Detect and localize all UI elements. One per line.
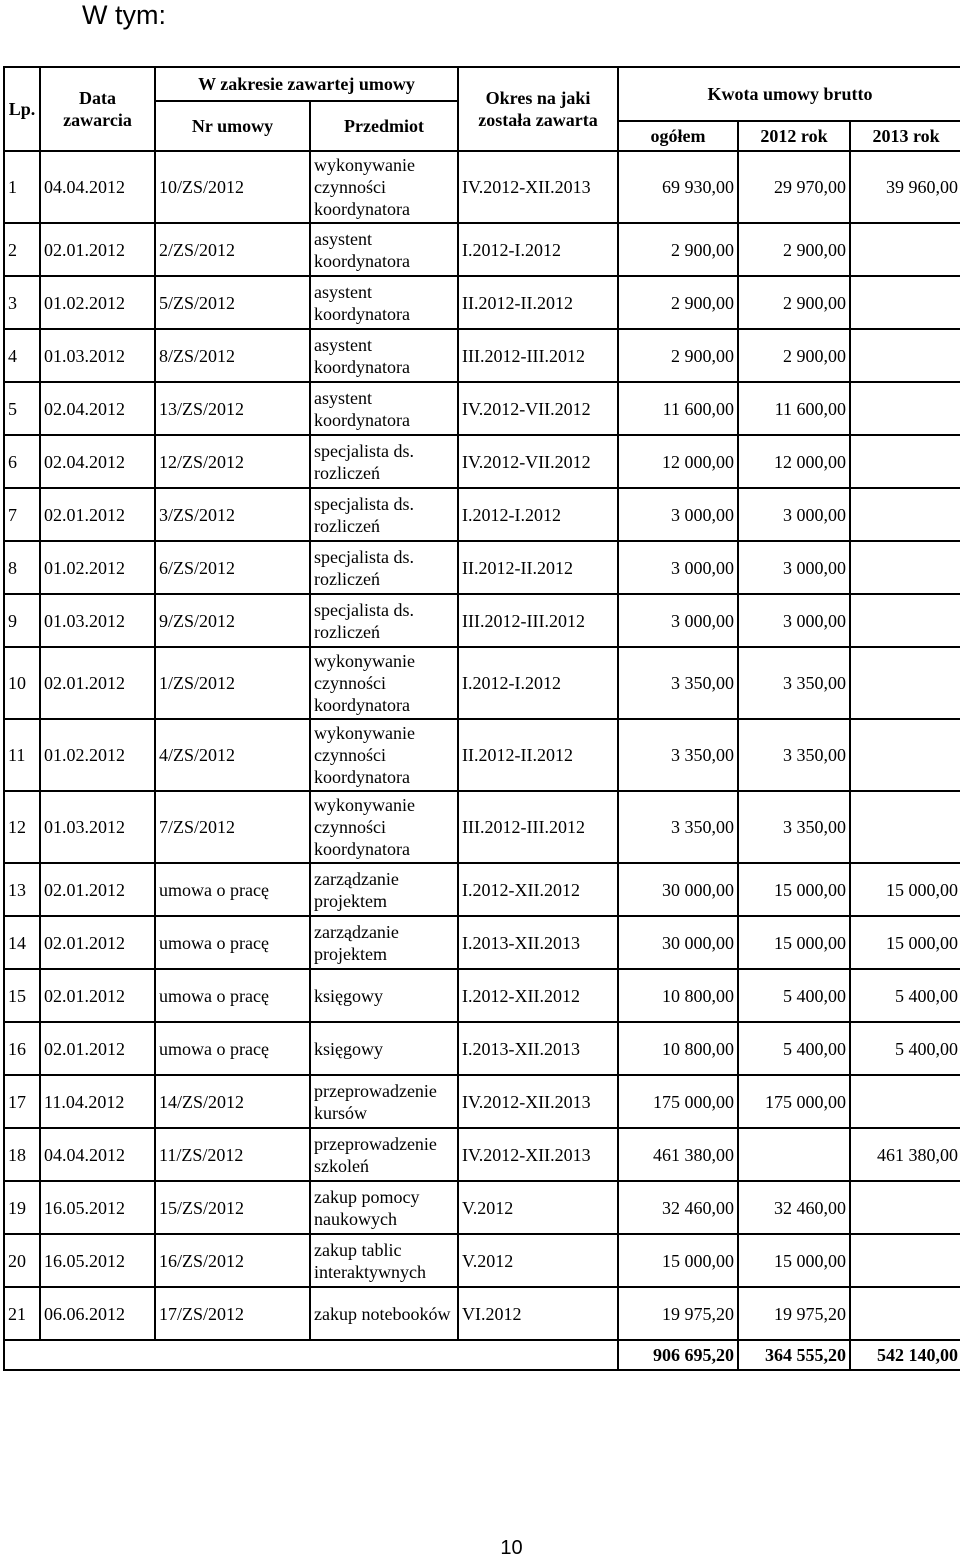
cell-lp: 1 [4, 151, 40, 223]
cell-ogolem: 3 000,00 [618, 541, 738, 594]
cell-lp: 19 [4, 1181, 40, 1234]
cell-data-zawarcia: 02.04.2012 [40, 382, 155, 435]
cell-ogolem: 30 000,00 [618, 916, 738, 969]
cell-nr-umowy: 17/ZS/2012 [155, 1287, 310, 1340]
table-row [4, 594, 960, 647]
cell-ogolem: 2 900,00 [618, 329, 738, 382]
cell-2012: 3 000,00 [738, 541, 850, 594]
cell-lp: 10 [4, 647, 40, 719]
cell-nr-umowy: 2/ZS/2012 [155, 223, 310, 276]
page-heading: W tym: [82, 0, 166, 30]
page-number: 10 [500, 1537, 523, 1559]
cell-przedmiot: przeprowadzenie kursów [310, 1075, 458, 1128]
header-nr-umowy: Nr umowy [155, 101, 310, 151]
cell-nr-umowy: 12/ZS/2012 [155, 435, 310, 488]
cell-ogolem: 30 000,00 [618, 863, 738, 916]
cell-lp: 11 [4, 719, 40, 791]
cell-2013 [850, 223, 960, 276]
cell-2012: 3 350,00 [738, 791, 850, 863]
cell-przedmiot: zakup notebooków [310, 1287, 458, 1340]
cell-2012: 15 000,00 [738, 863, 850, 916]
cell-2013 [850, 1075, 960, 1128]
cell-ogolem: 10 800,00 [618, 969, 738, 1022]
cell-okres: II.2012-II.2012 [458, 276, 618, 329]
cell-okres: III.2012-III.2012 [458, 594, 618, 647]
cell-lp: 13 [4, 863, 40, 916]
cell-2013 [850, 1287, 960, 1340]
cell-przedmiot: księgowy [310, 1022, 458, 1075]
contracts-table [3, 66, 960, 1371]
cell-2013 [850, 1234, 960, 1287]
cell-przedmiot: zakup tablic interaktywnych [310, 1234, 458, 1287]
cell-okres: I.2012-XII.2012 [458, 863, 618, 916]
cell-lp: 16 [4, 1022, 40, 1075]
cell-nr-umowy: 4/ZS/2012 [155, 719, 310, 791]
header-kwota: Kwota umowy brutto [618, 67, 960, 121]
table-row [4, 719, 960, 791]
cell-ogolem: 15 000,00 [618, 1234, 738, 1287]
cell-data-zawarcia: 01.02.2012 [40, 541, 155, 594]
table-row [4, 541, 960, 594]
table-row [4, 1234, 960, 1287]
cell-okres: I.2012-XII.2012 [458, 969, 618, 1022]
cell-ogolem: 12 000,00 [618, 435, 738, 488]
cell-ogolem: 2 900,00 [618, 223, 738, 276]
cell-2013 [850, 594, 960, 647]
table-row [4, 1128, 960, 1181]
cell-2013: 461 380,00 [850, 1128, 960, 1181]
cell-przedmiot: wykonywanie czynności koordynatora [310, 791, 458, 863]
table-row [4, 916, 960, 969]
cell-ogolem: 69 930,00 [618, 151, 738, 223]
cell-nr-umowy: 16/ZS/2012 [155, 1234, 310, 1287]
cell-ogolem: 11 600,00 [618, 382, 738, 435]
cell-2013: 5 400,00 [850, 1022, 960, 1075]
cell-lp: 6 [4, 435, 40, 488]
cell-przedmiot: zarządzanie projektem [310, 863, 458, 916]
cell-2012: 3 350,00 [738, 719, 850, 791]
cell-2012: 5 400,00 [738, 969, 850, 1022]
cell-2012: 12 000,00 [738, 435, 850, 488]
cell-nr-umowy: 7/ZS/2012 [155, 791, 310, 863]
cell-nr-umowy: umowa o pracę [155, 863, 310, 916]
cell-data-zawarcia: 04.04.2012 [40, 151, 155, 223]
cell-okres: IV.2012-VII.2012 [458, 382, 618, 435]
cell-data-zawarcia: 02.01.2012 [40, 647, 155, 719]
table-row [4, 863, 960, 916]
header-okres: Okres na jaki została zawarta [458, 67, 618, 151]
cell-okres: V.2012 [458, 1234, 618, 1287]
cell-ogolem: 3 000,00 [618, 594, 738, 647]
table-row [4, 329, 960, 382]
cell-okres: IV.2012-VII.2012 [458, 435, 618, 488]
cell-przedmiot: specjalista ds. rozliczeń [310, 435, 458, 488]
cell-data-zawarcia: 02.01.2012 [40, 223, 155, 276]
cell-przedmiot: wykonywanie czynności koordynatora [310, 151, 458, 223]
cell-2013 [850, 382, 960, 435]
total-2013: 542 140,00 [850, 1340, 960, 1370]
cell-lp: 18 [4, 1128, 40, 1181]
cell-lp: 12 [4, 791, 40, 863]
header-2013: 2013 rok [850, 121, 960, 151]
cell-okres: IV.2012-XII.2013 [458, 1075, 618, 1128]
cell-data-zawarcia: 01.03.2012 [40, 791, 155, 863]
header-2012: 2012 rok [738, 121, 850, 151]
cell-ogolem: 3 350,00 [618, 647, 738, 719]
cell-data-zawarcia: 02.01.2012 [40, 969, 155, 1022]
cell-ogolem: 3 350,00 [618, 719, 738, 791]
cell-ogolem: 32 460,00 [618, 1181, 738, 1234]
cell-ogolem: 2 900,00 [618, 276, 738, 329]
table-row [4, 435, 960, 488]
cell-okres: IV.2012-XII.2013 [458, 151, 618, 223]
table-row [4, 969, 960, 1022]
cell-data-zawarcia: 02.01.2012 [40, 1022, 155, 1075]
cell-2013: 39 960,00 [850, 151, 960, 223]
table-row [4, 1075, 960, 1128]
cell-data-zawarcia: 01.02.2012 [40, 276, 155, 329]
header-ogolem: ogółem [618, 121, 738, 151]
cell-2013 [850, 435, 960, 488]
header-data-zawarcia: Data zawarcia [40, 67, 155, 151]
cell-lp: 5 [4, 382, 40, 435]
cell-2012: 3 350,00 [738, 647, 850, 719]
cell-przedmiot: specjalista ds. rozliczeń [310, 488, 458, 541]
cell-data-zawarcia: 16.05.2012 [40, 1234, 155, 1287]
cell-data-zawarcia: 02.01.2012 [40, 863, 155, 916]
cell-lp: 17 [4, 1075, 40, 1128]
cell-2012: 19 975,20 [738, 1287, 850, 1340]
cell-nr-umowy: 9/ZS/2012 [155, 594, 310, 647]
cell-nr-umowy: 10/ZS/2012 [155, 151, 310, 223]
table-row [4, 151, 960, 223]
table-row [4, 647, 960, 719]
header-zakres: W zakresie zawartej umowy [155, 67, 458, 101]
cell-lp: 14 [4, 916, 40, 969]
table-row [4, 382, 960, 435]
cell-2012: 15 000,00 [738, 916, 850, 969]
cell-przedmiot: asystent koordynatora [310, 223, 458, 276]
cell-2013 [850, 1181, 960, 1234]
cell-przedmiot: przeprowadzenie szkoleń [310, 1128, 458, 1181]
cell-ogolem: 10 800,00 [618, 1022, 738, 1075]
cell-2013: 15 000,00 [850, 916, 960, 969]
cell-2012: 175 000,00 [738, 1075, 850, 1128]
cell-przedmiot: specjalista ds. rozliczeń [310, 594, 458, 647]
cell-okres: VI.2012 [458, 1287, 618, 1340]
cell-2012: 3 000,00 [738, 594, 850, 647]
cell-2013 [850, 791, 960, 863]
cell-nr-umowy: 5/ZS/2012 [155, 276, 310, 329]
cell-2013 [850, 541, 960, 594]
cell-nr-umowy: umowa o pracę [155, 1022, 310, 1075]
cell-nr-umowy: umowa o pracę [155, 969, 310, 1022]
cell-przedmiot: asystent koordynatora [310, 329, 458, 382]
cell-2012 [738, 1128, 850, 1181]
cell-2013 [850, 719, 960, 791]
cell-data-zawarcia: 16.05.2012 [40, 1181, 155, 1234]
cell-przedmiot: zarządzanie projektem [310, 916, 458, 969]
cell-nr-umowy: 15/ZS/2012 [155, 1181, 310, 1234]
cell-2013: 5 400,00 [850, 969, 960, 1022]
cell-okres: III.2012-III.2012 [458, 791, 618, 863]
cell-2012: 15 000,00 [738, 1234, 850, 1287]
cell-okres: I.2013-XII.2013 [458, 916, 618, 969]
cell-przedmiot: zakup pomocy naukowych [310, 1181, 458, 1234]
cell-lp: 7 [4, 488, 40, 541]
cell-2012: 2 900,00 [738, 276, 850, 329]
cell-nr-umowy: 1/ZS/2012 [155, 647, 310, 719]
cell-lp: 20 [4, 1234, 40, 1287]
cell-okres: I.2013-XII.2013 [458, 1022, 618, 1075]
table-row [4, 1287, 960, 1340]
cell-data-zawarcia: 02.04.2012 [40, 435, 155, 488]
cell-data-zawarcia: 02.01.2012 [40, 488, 155, 541]
cell-nr-umowy: 8/ZS/2012 [155, 329, 310, 382]
cell-lp: 15 [4, 969, 40, 1022]
total-ogolem: 906 695,20 [618, 1340, 738, 1370]
cell-ogolem: 19 975,20 [618, 1287, 738, 1340]
cell-2013: 15 000,00 [850, 863, 960, 916]
table-row [4, 791, 960, 863]
cell-data-zawarcia: 11.04.2012 [40, 1075, 155, 1128]
cell-lp: 8 [4, 541, 40, 594]
cell-2012: 29 970,00 [738, 151, 850, 223]
cell-2012: 5 400,00 [738, 1022, 850, 1075]
cell-data-zawarcia: 04.04.2012 [40, 1128, 155, 1181]
cell-przedmiot: asystent koordynatora [310, 382, 458, 435]
cell-lp: 9 [4, 594, 40, 647]
cell-2012: 3 000,00 [738, 488, 850, 541]
cell-2013 [850, 276, 960, 329]
table-row [4, 1022, 960, 1075]
cell-2012: 11 600,00 [738, 382, 850, 435]
table-row [4, 1181, 960, 1234]
cell-okres: II.2012-II.2012 [458, 719, 618, 791]
cell-przedmiot: księgowy [310, 969, 458, 1022]
cell-ogolem: 3 000,00 [618, 488, 738, 541]
cell-nr-umowy: 13/ZS/2012 [155, 382, 310, 435]
total-2012: 364 555,20 [738, 1340, 850, 1370]
cell-przedmiot: wykonywanie czynności koordynatora [310, 647, 458, 719]
cell-okres: I.2012-I.2012 [458, 488, 618, 541]
cell-data-zawarcia: 01.03.2012 [40, 329, 155, 382]
cell-nr-umowy: 14/ZS/2012 [155, 1075, 310, 1128]
cell-lp: 2 [4, 223, 40, 276]
cell-2013 [850, 329, 960, 382]
cell-okres: III.2012-III.2012 [458, 329, 618, 382]
cell-ogolem: 3 350,00 [618, 791, 738, 863]
cell-lp: 21 [4, 1287, 40, 1340]
cell-nr-umowy: 11/ZS/2012 [155, 1128, 310, 1181]
cell-2013 [850, 488, 960, 541]
header-lp: Lp. [4, 67, 40, 151]
header-przedmiot: Przedmiot [310, 101, 458, 151]
cell-przedmiot: wykonywanie czynności koordynatora [310, 719, 458, 791]
cell-okres: V.2012 [458, 1181, 618, 1234]
cell-2012: 32 460,00 [738, 1181, 850, 1234]
cell-lp: 4 [4, 329, 40, 382]
cell-2012: 2 900,00 [738, 223, 850, 276]
cell-okres: I.2012-I.2012 [458, 223, 618, 276]
cell-2013 [850, 647, 960, 719]
cell-przedmiot: asystent koordynatora [310, 276, 458, 329]
cell-nr-umowy: 6/ZS/2012 [155, 541, 310, 594]
table-row [4, 276, 960, 329]
cell-lp: 3 [4, 276, 40, 329]
table-row [4, 488, 960, 541]
cell-data-zawarcia: 01.03.2012 [40, 594, 155, 647]
cell-okres: II.2012-II.2012 [458, 541, 618, 594]
cell-przedmiot: specjalista ds. rozliczeń [310, 541, 458, 594]
cell-data-zawarcia: 02.01.2012 [40, 916, 155, 969]
cell-data-zawarcia: 01.02.2012 [40, 719, 155, 791]
cell-data-zawarcia: 06.06.2012 [40, 1287, 155, 1340]
cell-2012: 2 900,00 [738, 329, 850, 382]
cell-ogolem: 461 380,00 [618, 1128, 738, 1181]
cell-nr-umowy: 3/ZS/2012 [155, 488, 310, 541]
cell-nr-umowy: umowa o pracę [155, 916, 310, 969]
table-row [4, 223, 960, 276]
cell-okres: IV.2012-XII.2013 [458, 1128, 618, 1181]
cell-okres: I.2012-I.2012 [458, 647, 618, 719]
cell-ogolem: 175 000,00 [618, 1075, 738, 1128]
